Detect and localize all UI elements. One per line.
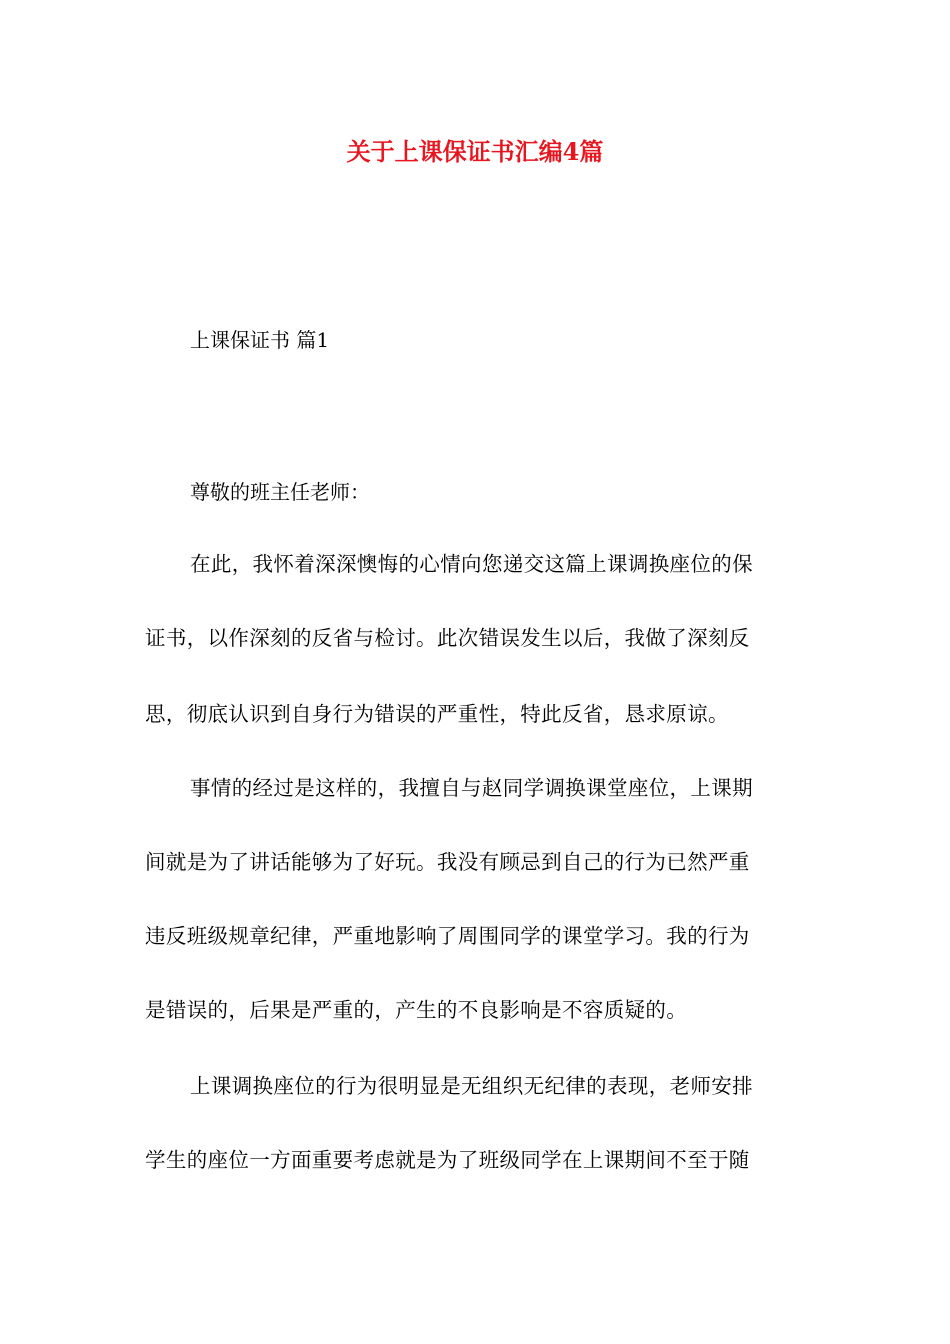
salutation: 尊敬的班主任老师： (190, 480, 370, 504)
paragraph-line: 在此，我怀着深深懊悔的心情向您递交这篇上课调换座位的保 (190, 552, 753, 576)
paragraph-line: 证书，以作深刻的反省与检讨。此次错误发生以后，我做了深刻反 (145, 626, 750, 650)
document-title: 关于上课保证书汇编4篇 (346, 137, 604, 166)
paragraph-line: 学生的座位一方面重要考虑就是为了班级同学在上课期间不至于随 (145, 1148, 750, 1172)
paragraph-line: 上课调换座位的行为很明显是无组织无纪律的表现，老师安排 (190, 1074, 753, 1098)
paragraph-line: 违反班级规章纪律，严重地影响了周围同学的课堂学习。我的行为 (145, 924, 750, 948)
section-heading: 上课保证书 篇1 (190, 328, 330, 352)
paragraph-line: 是错误的，后果是严重的，产生的不良影响是不容质疑的。 (145, 998, 688, 1022)
paragraph-line: 思，彻底认识到自身行为错误的严重性，特此反省，恳求原谅。 (145, 702, 729, 726)
paragraph-line: 间就是为了讲话能够为了好玩。我没有顾忌到自己的行为已然严重 (145, 850, 750, 874)
paragraph-line: 事情的经过是这样的，我擅自与赵同学调换课堂座位，上课期 (190, 776, 753, 800)
